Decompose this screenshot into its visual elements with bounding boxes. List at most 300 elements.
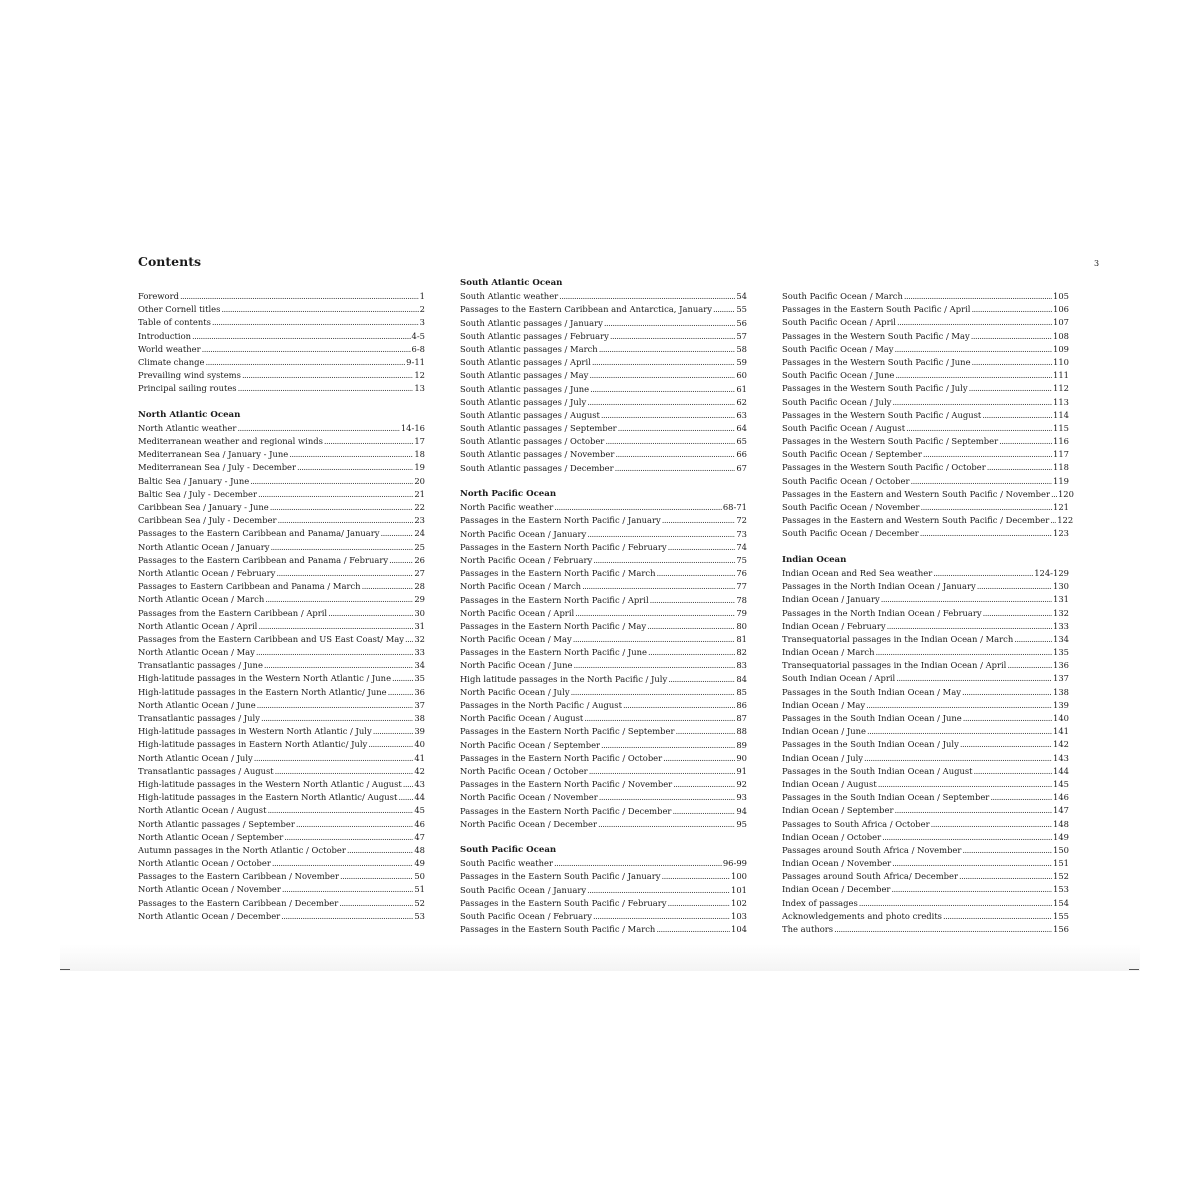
toc-entry-page: 66 xyxy=(736,449,747,460)
toc-entry-page: 18 xyxy=(414,449,425,460)
toc-entry-page: 60 xyxy=(736,370,747,381)
toc-entry[interactable] xyxy=(782,356,1069,369)
section-heading: North Pacific Ocean xyxy=(460,489,557,499)
toc-entry[interactable] xyxy=(138,897,425,910)
toc-entry-page: 21 xyxy=(414,488,425,499)
toc-entry-label: Passages in the Western South Pacific / May xyxy=(782,330,970,341)
toc-entry[interactable] xyxy=(460,870,747,883)
toc-entry[interactable] xyxy=(782,778,1069,791)
toc-entry[interactable] xyxy=(138,567,425,580)
toc-entry[interactable] xyxy=(782,831,1069,844)
toc-entry-label: Passages in the North Pacific / August xyxy=(460,700,622,710)
toc-entry-page: 134 xyxy=(1053,633,1069,644)
toc-entry-page: 155 xyxy=(1053,910,1069,921)
toc-entry[interactable] xyxy=(138,659,425,672)
toc-entry[interactable] xyxy=(782,422,1069,435)
toc-entry[interactable] xyxy=(460,528,747,541)
section-heading: Indian Ocean xyxy=(782,554,847,565)
toc-entry[interactable] xyxy=(138,448,425,461)
toc-entry-label: Indian Ocean / September xyxy=(782,805,894,816)
dot-leader xyxy=(589,369,735,382)
toc-entry-page: 59 xyxy=(736,357,747,368)
toc-entry[interactable] xyxy=(782,567,1069,580)
toc-entry-page: 52 xyxy=(414,897,425,908)
toc-entry-page: 56 xyxy=(736,317,747,328)
toc-entry[interactable] xyxy=(138,857,425,870)
toc-entry-label: Passages in the Eastern North Pacific / December xyxy=(460,805,672,816)
toc-entry-label: Passages in the Eastern North Pacific / October xyxy=(460,752,663,763)
toc-entry[interactable] xyxy=(782,369,1069,382)
toc-entry[interactable] xyxy=(138,607,425,620)
dot-leader xyxy=(864,752,1052,765)
toc-entry[interactable] xyxy=(460,356,747,369)
toc-entry[interactable] xyxy=(138,580,425,593)
toc-entry[interactable] xyxy=(460,422,747,435)
toc-entry[interactable] xyxy=(138,738,425,751)
toc-entry[interactable] xyxy=(138,778,425,791)
toc-entry-page: 37 xyxy=(414,699,425,710)
toc-entry-label: Mediterranean Sea / January - June xyxy=(138,449,289,460)
toc-entry-label: North Atlantic Ocean / August xyxy=(138,805,267,816)
toc-entry-label: Indian Ocean / January xyxy=(782,594,880,605)
toc-entry-label: High-latitude passages in the Eastern North Atlantic/ August xyxy=(138,792,398,803)
dot-leader xyxy=(590,383,735,396)
toc-entry-label: North Atlantic Ocean / October xyxy=(138,858,271,869)
toc-entry[interactable] xyxy=(138,633,425,646)
dot-leader xyxy=(615,448,735,461)
toc-entry[interactable] xyxy=(138,475,425,488)
toc-entry[interactable] xyxy=(782,804,1069,817)
toc-entry-page: 72 xyxy=(736,515,747,526)
toc-entry[interactable] xyxy=(460,369,747,382)
toc-entry[interactable] xyxy=(460,607,747,620)
toc-entry-label: North Pacific Ocean / August xyxy=(460,713,584,724)
dot-leader xyxy=(969,382,1052,395)
dot-leader xyxy=(339,897,413,910)
toc-entry-label: North Pacific Ocean / February xyxy=(460,554,593,565)
dot-leader xyxy=(933,567,1033,580)
toc-entry[interactable] xyxy=(782,791,1069,804)
toc-entry-page: 118 xyxy=(1053,462,1069,473)
dot-leader xyxy=(265,593,413,606)
dot-leader xyxy=(999,435,1052,448)
toc-entry-label: Prevailing wind systems xyxy=(138,370,241,381)
toc-entry[interactable] xyxy=(138,514,425,527)
dot-leader xyxy=(405,633,413,646)
toc-entry-page: 115 xyxy=(1053,422,1069,433)
crop-mark-left xyxy=(60,969,70,970)
toc-entry-label: South Pacific Ocean / May xyxy=(782,343,894,354)
dot-leader xyxy=(582,580,735,593)
toc-entry-page: 3 xyxy=(419,317,425,328)
toc-section xyxy=(138,409,425,923)
toc-entry-label: Baltic Sea / January - June xyxy=(138,475,250,486)
toc-entry[interactable] xyxy=(460,884,747,897)
toc-entry[interactable] xyxy=(460,765,747,778)
toc-entry[interactable] xyxy=(138,330,425,343)
toc-entry-label: South Atlantic passages / February xyxy=(460,330,609,341)
toc-entry[interactable] xyxy=(782,316,1069,329)
dot-leader xyxy=(389,554,413,567)
toc-entry[interactable] xyxy=(460,541,747,554)
toc-entry[interactable] xyxy=(460,330,747,343)
toc-entry[interactable] xyxy=(460,343,747,356)
toc-entry-page: 139 xyxy=(1053,699,1069,710)
toc-entry[interactable] xyxy=(138,765,425,778)
dot-leader xyxy=(212,316,419,329)
toc-entry-page: 27 xyxy=(414,567,425,578)
dot-leader xyxy=(904,290,1052,303)
dot-leader xyxy=(977,580,1052,593)
toc-entry[interactable] xyxy=(460,818,747,831)
toc-entry-label: North Atlantic Ocean / July xyxy=(138,752,253,763)
toc-entry[interactable] xyxy=(138,752,425,765)
toc-entry[interactable] xyxy=(460,725,747,738)
toc-entry[interactable] xyxy=(460,659,747,672)
toc-entry-page: 82 xyxy=(736,647,747,658)
dot-leader xyxy=(392,672,413,685)
toc-entry-label: North Atlantic weather xyxy=(138,422,237,433)
toc-entry[interactable] xyxy=(138,672,425,685)
toc-entry[interactable] xyxy=(460,567,747,580)
toc-entry-label: South Pacific Ocean / July xyxy=(782,396,892,407)
toc-entry[interactable] xyxy=(460,290,747,303)
toc-entry[interactable] xyxy=(782,396,1069,409)
dot-leader xyxy=(261,712,413,725)
toc-entry-label: Indian Ocean / October xyxy=(782,831,882,842)
toc-entry[interactable] xyxy=(460,739,747,752)
toc-entry[interactable] xyxy=(782,633,1069,646)
toc-entry[interactable] xyxy=(460,514,747,527)
toc-entry-page: 49 xyxy=(414,858,425,869)
toc-entry[interactable] xyxy=(782,910,1069,923)
toc-entry[interactable] xyxy=(138,844,425,857)
dot-leader xyxy=(656,923,730,936)
toc-column-content xyxy=(782,290,1074,949)
toc-entry[interactable] xyxy=(782,765,1069,778)
toc-entry-page: 96-99 xyxy=(722,858,747,869)
toc-entry[interactable] xyxy=(782,818,1069,831)
dot-leader xyxy=(647,620,735,633)
toc-entry[interactable] xyxy=(782,659,1069,672)
toc-entry-page: 109 xyxy=(1053,343,1069,354)
toc-entry-label: Passages around South Africa / November xyxy=(782,844,962,855)
toc-entry[interactable] xyxy=(782,607,1069,620)
toc-entry-label: South Pacific Ocean / January xyxy=(460,884,587,895)
toc-entry[interactable] xyxy=(138,382,425,395)
dot-leader xyxy=(943,910,1052,923)
dot-leader xyxy=(554,501,722,514)
toc-entry[interactable] xyxy=(782,672,1069,685)
toc-entry[interactable] xyxy=(460,897,747,910)
toc-entry-page: 153 xyxy=(1053,884,1069,895)
dot-leader xyxy=(238,382,414,395)
toc-entry-label: Passages in the Western South Pacific / October xyxy=(782,462,986,473)
toc-entry[interactable] xyxy=(782,343,1069,356)
dot-leader xyxy=(254,752,414,765)
toc-entry[interactable] xyxy=(138,527,425,540)
dot-leader xyxy=(328,607,413,620)
toc-entry-label: South Pacific Ocean / December xyxy=(782,528,919,539)
toc-entry[interactable] xyxy=(460,554,747,567)
dot-leader xyxy=(921,501,1052,514)
toc-entry[interactable] xyxy=(782,686,1069,699)
toc-entry[interactable] xyxy=(782,382,1069,395)
dot-leader xyxy=(403,778,414,791)
toc-entry[interactable] xyxy=(138,712,425,725)
toc-entry[interactable] xyxy=(460,501,747,514)
toc-entry[interactable] xyxy=(782,514,1074,527)
toc-entry[interactable] xyxy=(138,554,425,567)
toc-entry[interactable] xyxy=(782,330,1069,343)
toc-section xyxy=(460,844,747,936)
dot-leader xyxy=(205,356,405,369)
dot-leader xyxy=(911,475,1053,488)
toc-entry[interactable] xyxy=(138,316,425,329)
toc-entry-label: South Pacific Ocean / April xyxy=(782,317,896,328)
toc-entry-label: Transatlantic passages / July xyxy=(138,713,260,723)
toc-entry[interactable] xyxy=(138,501,425,514)
toc-entry-page: 43 xyxy=(414,778,425,789)
toc-entry-label: South Pacific Ocean / October xyxy=(782,475,910,486)
toc-entry-page: 107 xyxy=(1053,317,1069,328)
toc-entry-label: North Pacific weather xyxy=(460,502,554,513)
toc-entry[interactable] xyxy=(460,673,747,686)
toc-entry[interactable] xyxy=(782,646,1069,659)
toc-entry[interactable] xyxy=(138,725,425,738)
toc-entry[interactable] xyxy=(460,303,747,316)
toc-entry[interactable] xyxy=(782,897,1069,910)
dot-leader xyxy=(604,317,735,330)
toc-entry[interactable] xyxy=(460,910,747,923)
toc-entry[interactable] xyxy=(782,752,1069,765)
toc-entry[interactable] xyxy=(782,738,1069,751)
toc-entry-page: 111 xyxy=(1053,370,1069,381)
toc-entry-page: 28 xyxy=(414,581,425,592)
toc-entry[interactable] xyxy=(460,396,747,409)
toc-entry[interactable] xyxy=(460,646,747,659)
toc-entry[interactable] xyxy=(782,290,1069,303)
toc-entry[interactable] xyxy=(782,712,1069,725)
toc-entry[interactable] xyxy=(782,501,1069,514)
toc-entry[interactable] xyxy=(138,620,425,633)
toc-entry-label: North Atlantic Ocean / December xyxy=(138,910,281,921)
toc-entry[interactable] xyxy=(782,527,1069,540)
dot-leader xyxy=(340,870,413,883)
dot-leader xyxy=(896,672,1052,685)
toc-entry[interactable] xyxy=(782,435,1069,448)
dot-leader xyxy=(866,699,1052,712)
toc-entry-page: 148 xyxy=(1053,818,1069,829)
toc-entry[interactable] xyxy=(782,461,1069,474)
dot-leader xyxy=(648,646,735,659)
toc-entry-label: High-latitude passages in the Eastern North Atlantic/ June xyxy=(138,686,387,697)
toc-entry-page: 104 xyxy=(731,924,747,935)
toc-entry[interactable] xyxy=(138,593,425,606)
dot-leader xyxy=(923,448,1052,461)
toc-entry[interactable] xyxy=(460,778,747,791)
toc-entry[interactable] xyxy=(782,303,1069,316)
dot-leader xyxy=(618,422,736,435)
toc-entry-page: 105 xyxy=(1053,291,1069,301)
toc-entry-label: Passages in the Eastern South Pacific / January xyxy=(460,871,661,882)
toc-entry-label: Foreword xyxy=(138,291,179,301)
toc-entry[interactable] xyxy=(782,844,1069,857)
toc-entry[interactable] xyxy=(138,699,425,712)
toc-entry[interactable] xyxy=(460,712,747,725)
toc-entry[interactable] xyxy=(138,870,425,883)
dot-leader xyxy=(180,290,419,303)
dot-leader xyxy=(297,461,413,474)
toc-entry[interactable] xyxy=(782,857,1069,870)
toc-entry[interactable] xyxy=(782,699,1069,712)
toc-entry[interactable] xyxy=(460,805,747,818)
dot-leader xyxy=(296,818,413,831)
toc-entry-page: 92 xyxy=(736,779,747,790)
toc-entry[interactable] xyxy=(460,580,747,593)
toc-entry[interactable] xyxy=(460,752,747,765)
toc-column-content xyxy=(138,290,425,936)
toc-entry-label: Passages to the Eastern Caribbean and Panama / February xyxy=(138,554,389,565)
toc-entry[interactable] xyxy=(460,620,747,633)
toc-entry[interactable] xyxy=(782,580,1069,593)
toc-entry[interactable] xyxy=(138,435,425,448)
toc-entry-page: 103 xyxy=(731,911,747,921)
toc-entry[interactable] xyxy=(782,448,1069,461)
dot-leader xyxy=(587,396,735,409)
toc-entry[interactable] xyxy=(460,383,747,396)
toc-entry[interactable] xyxy=(138,910,425,923)
toc-entry-page: 110 xyxy=(1053,356,1069,367)
dot-leader xyxy=(237,422,399,435)
toc-entry[interactable] xyxy=(138,831,425,844)
toc-entry[interactable] xyxy=(460,633,747,646)
toc-entry[interactable] xyxy=(460,791,747,804)
page-bottom-shadow xyxy=(60,944,1140,971)
dot-leader xyxy=(587,528,735,541)
dot-leader xyxy=(593,554,735,567)
toc-entry-page: 117 xyxy=(1053,449,1069,460)
toc-entry[interactable] xyxy=(138,369,425,382)
dot-leader xyxy=(1014,633,1052,646)
toc-entry[interactable] xyxy=(460,857,747,870)
toc-entry-label: Passages in the Western South Pacific / July xyxy=(782,383,968,394)
dot-leader xyxy=(983,607,1052,620)
toc-entry-label: Climate change xyxy=(138,356,205,367)
toc-entry[interactable] xyxy=(782,488,1074,501)
toc-entry[interactable] xyxy=(460,686,747,699)
toc-entry[interactable] xyxy=(138,303,425,316)
toc-entry-page: 137 xyxy=(1053,673,1069,684)
toc-entry-label: Passages from the Eastern Caribbean / April xyxy=(138,607,328,618)
toc-entry[interactable] xyxy=(460,317,747,330)
page-number: 3 xyxy=(1094,259,1100,268)
toc-entry[interactable] xyxy=(460,594,747,607)
toc-entry-page: 17 xyxy=(414,436,425,447)
toc-entry[interactable] xyxy=(782,883,1069,896)
toc-entry-page: 144 xyxy=(1053,765,1069,776)
toc-entry-page: 46 xyxy=(414,818,425,829)
toc-entry-label: Passages in the Western South Pacific / June xyxy=(782,356,971,367)
dot-leader xyxy=(601,739,735,752)
toc-entry-label: Passages to the Eastern Caribbean and Panama/ January xyxy=(138,528,380,539)
toc-entry-page: 83 xyxy=(736,660,747,671)
toc-entry[interactable] xyxy=(138,791,425,804)
toc-entry[interactable] xyxy=(138,818,425,831)
toc-entry[interactable] xyxy=(782,870,1069,883)
toc-entry-page: 145 xyxy=(1053,778,1069,789)
toc-entry[interactable] xyxy=(460,699,747,712)
toc-entry-label: Passages around South Africa/ December xyxy=(782,871,958,882)
toc-entry[interactable] xyxy=(138,290,425,303)
toc-entry-label: North Pacific Ocean / January xyxy=(460,528,587,539)
toc-entry-page: 138 xyxy=(1053,686,1069,697)
toc-entry[interactable] xyxy=(138,356,425,369)
toc-entry[interactable] xyxy=(782,409,1069,422)
toc-entry[interactable] xyxy=(460,923,747,936)
toc-entry[interactable] xyxy=(138,883,425,896)
toc-entry[interactable] xyxy=(460,462,747,475)
toc-entry-label: Indian Ocean / November xyxy=(782,858,892,869)
toc-entry[interactable] xyxy=(782,725,1069,738)
toc-entry[interactable] xyxy=(782,923,1069,936)
toc-entry[interactable] xyxy=(460,448,747,461)
toc-entry-label: Passages in the South Indian Ocean / August xyxy=(782,765,973,776)
toc-entry[interactable] xyxy=(138,804,425,817)
toc-entry-page: 55 xyxy=(736,304,747,315)
toc-entry-page: 62 xyxy=(736,396,747,407)
toc-entry-page: 1 xyxy=(419,291,425,301)
toc-entry-page: 84 xyxy=(736,673,747,684)
dot-leader xyxy=(605,435,735,448)
dot-leader xyxy=(362,580,414,593)
toc-entry-page: 14-16 xyxy=(400,422,425,433)
toc-entry-label: North Atlantic Ocean / February xyxy=(138,567,276,578)
dot-leader xyxy=(610,330,736,343)
toc-entry[interactable] xyxy=(138,541,425,554)
toc-entry-page: 22 xyxy=(414,502,425,512)
toc-entry-page: 93 xyxy=(736,792,747,803)
toc-entry[interactable] xyxy=(782,475,1069,488)
toc-entry[interactable] xyxy=(782,593,1069,606)
toc-entry-label: North Pacific Ocean / May xyxy=(460,634,572,645)
toc-entry[interactable] xyxy=(460,435,747,448)
toc-entry-label: High-latitude passages in Eastern North Atlantic/ July xyxy=(138,739,368,750)
toc-entry-label: High-latitude passages in the Western North Atlantic / June xyxy=(138,673,392,684)
toc-entry-page: 75 xyxy=(736,554,747,565)
toc-entry[interactable] xyxy=(138,488,425,501)
toc-entry-page: 133 xyxy=(1053,620,1069,631)
dot-leader xyxy=(242,369,413,382)
toc-entry-label: Passages in the South Indian Ocean / June xyxy=(782,713,962,723)
toc-entry[interactable] xyxy=(138,343,425,356)
toc-entry-label: Indian Ocean / June xyxy=(782,726,866,737)
dot-leader xyxy=(601,409,735,422)
toc-entry[interactable] xyxy=(138,686,425,699)
toc-entry[interactable] xyxy=(782,620,1069,633)
toc-entry-label: North Pacific Ocean / March xyxy=(460,581,582,592)
toc-entry-page: 135 xyxy=(1053,647,1069,658)
toc-entry-page: 63 xyxy=(736,409,747,420)
dot-leader xyxy=(267,804,413,817)
toc-entry[interactable] xyxy=(138,461,425,474)
toc-entry[interactable] xyxy=(460,409,747,422)
toc-entry-page: 152 xyxy=(1053,871,1069,882)
toc-entry[interactable] xyxy=(138,646,425,659)
toc-entry[interactable] xyxy=(138,422,425,435)
crop-mark-right xyxy=(1129,969,1139,970)
dot-leader xyxy=(388,686,414,699)
